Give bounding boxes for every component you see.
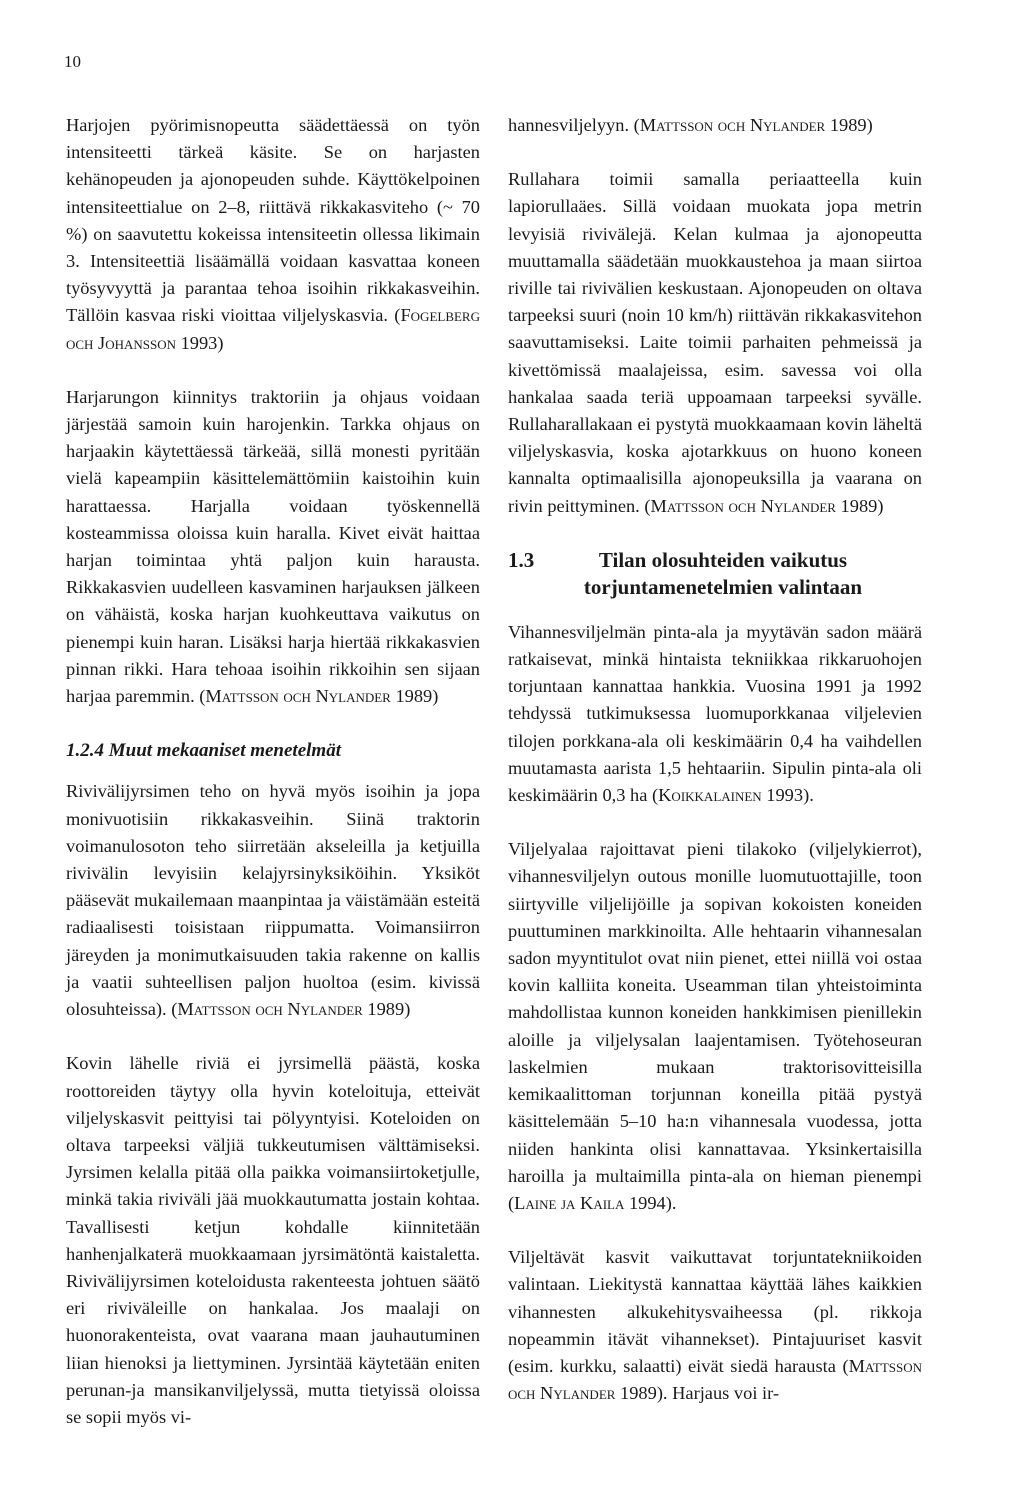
left-column [66, 112, 480, 1458]
right-column [508, 112, 922, 1434]
paragraph-rotary-tiller: Rivivälijyrsimen teho on hyvä myös isoihin ja jopa monivuotisiin rikkakasveihin. Siinä traktorin voimanulosoton teho siirretään akseleilla ja ketjuilla rivivälin levyisiin kelajyrsinyksiköihin. Yksiköt pääsevät mukailemaan maanpintaa ja väistämään esteitä radiaalisesti toisistaan riippumatta. Voimansiirron järeyden ja monimutkaisuuden takia rakenne on kallis ja vaatii suhteellisen paljon huoltoa (esim. kivissä olosuhteissa). (Mattsson och Nylander 1989) [66, 781, 480, 1020]
citation: Mattsson och Nylander 1989 [177, 999, 405, 1020]
citation: Laine ja Kaila 1994 [514, 1192, 666, 1213]
paragraph-brush-intensity: Harjojen pyörimisnopeutta säädettäessä on työn intensiteetti tärkeä käsite. Se on harjasten kehänopeuden ja ajonopeuden suhde. Käyttökelpoinen intensiteettialue on 2–8, riittävä rikkakasviteho (~ 70 %) on saavutettu kokeissa intensiteetin ollessa likimain 3. Intensiteettiä lisäämällä voidaan kasvattaa koneen työsyvyyttä ja parantaa tehoa isoihin rikkakasveihin. Tällöin kasvaa riski vioittaa viljelyskasvia. (Fogelberg och Johansson 1993) [66, 115, 480, 353]
paragraph-farm-area: Vihannesviljelmän pinta-ala ja myytävän sadon määrä ratkaisevat, minkä hintaista tekniikkaa rikkaruohojen torjuntaan kannattaa hankkia. Vuosina 1991 ja 1992 tehdyssä tutkimuksessa luomuporkkanaa viljelevien tilojen porkkana-ala oli keskimäärin 0,4 ha vaihdellen muutamasta aarista 1,5 hehtaariin. Sipulin pinta-ala oli keskimäärin 0,3 ha (Koikkalainen 1993). [508, 621, 922, 806]
section-heading [508, 547, 922, 601]
citation: Mattsson och Nylander 1989 [650, 495, 878, 516]
section-number: 1.3 [508, 547, 535, 572]
paragraph-continuation: hannesviljelyyn. (Mattsson och Nylander 1989) [508, 115, 873, 135]
paragraph-roller-harrow: Rullahara toimii samalla periaatteella kuin lapiorullaäes. Sillä voidaan muokata jopa metrin levyisiä rivivälejä. Kelan kulmaa ja ajonopeutta muuttamalla säädetään muokkaustehoa ja maan siirtoa riville tai rivivälien keskustaan. Ajonopeuden on oltava tarpeeksi suuri (noin 10 km/h) riittävän rikkakasvitehon saavuttamiseksi. Laite toimii parhaiten pehmeissä ja kivettömissä maalajeissa, esim. savessa voi olla hankalaa saada teriä uppoamaan tarpeeksi syvälle. Rullaharallakaan ei pystytä muokkaamaan kovin läheltä viljelyskasvia, koska ajotarkkuus on huono koneen kannalta optimaalisilla ajonopeuksilla ja vaarana on rivin peittyminen. (Mattsson och Nylander 1989) [508, 169, 922, 516]
citation: Mattsson och Nylander 1989 [508, 1355, 922, 1404]
citation: Mattsson och Nylander 1989 [639, 115, 867, 135]
section-title: Tilan olosuhteiden vaikutus torjuntamenetelmien valintaan [583, 547, 863, 599]
citation: Mattsson och Nylander 1989 [205, 686, 433, 707]
paragraph-crop-choice: Viljeltävät kasvit vaikuttavat torjuntatekniikoiden valintaan. Liekitystä kannattaa käyttää lähes kaikkien vihannesten alkukehitysvaiheessa (pl. rikkoja nopeammin itävät vihannekset). Pintajuuriset kasvit (esim. kurkku, salaatti) eivät siedä harausta (Mattsson och Nylander 1989). Harjaus voi ir- [508, 1247, 922, 1404]
page-number: 10 [64, 52, 81, 71]
citation: Fogelberg och Johansson 1993 [66, 305, 480, 353]
paragraph-tiller-limits: Kovin lähelle riviä ei jyrsimellä päästä, koska roottoreiden täytyy olla hyvin koteloituja, etteivät viljelyskasvit peittyisi tai pölyyntyisi. Koteloiden on oltava tarpeeksi väljiä tukkeutumisen välttämiseksi. Jyrsimen kelalla pitää olla paikka voimansiirtoketjulle, minkä takia riviväli jää muokkautumatta jostain kohtaa. Tavallisesti ketjun kohdalle kiinnitetään hanhenjalkaterä muokkaamaan jyrsimätöntä kaistaletta. Rivivälijyrsimen koteloidusta rakenteesta johtuen säätö eri riviväleille on hankalaa. Jos maalaji on huonorakenteista, ovat vaarana maan jauhautuminen liian hienoksi ja liettyminen. Jyrsintää käytetään eniten perunan-ja mansikanviljelyssä, mutta tietyissä oloissa se sopii myös vi- [66, 1053, 480, 1427]
citation: Koikkalainen 1993 [658, 785, 804, 806]
subsection-heading: 1.2.4 Muut mekaaniset menetelmät [66, 740, 341, 762]
paragraph-cultivation-limits: Viljelyalaa rajoittavat pieni tilakoko (viljelykierrot), vihannesviljelyn outous monille luomutuottajille, toon siirtyville viljelijöille ja sopivan kokoisten koneiden puuttuminen markkinoilta. Alle hehtaarin vihannesalan sadon myyntitulot ovat niin pienet, ettei niillä voi ostaa kovin kalliita koneita. Useamman tilan yhteistoiminta mahdollistaa kunnon koneiden hankkimisen pienillekin aloille ja viljelysalan laajentamisen. Työtehoseuran laskelmien mukaan traktorisovitteisilla kemikaalittoman torjunnan koneilla pitää pystyä käsittelemään 5–10 ha:n vihannesala vuodessa, jotta niiden hankinta olisi kannattavaa. Yksinkertaisilla haroilla ja multaimilla pinta-ala on hieman pienempi (Laine ja Kaila 1994). [508, 839, 922, 1213]
paragraph-brush-mounting: Harjarungon kiinnitys traktoriin ja ohjaus voidaan järjestää samoin kuin harojenkin. Tarkka ohjaus on harjaakin käytettäessä tärkeää, sillä monesti pyritään vielä kapeampiin käsittelemättömiin kaistoihin kuin harattaessa. Harjalla voidaan työskennellä kosteammissa oloissa kuin haralla. Kivet eivät haittaa harjan toimintaa yhtä paljon kuin harausta. Rikkakasvien uudelleen kasvaminen harjauksen jälkeen on vähäistä, koska harjan kuohkeuttava vaikutus on pienempi kuin haran. Lisäksi harja hiertää rikkakasvien pinnan rikki. Hara tehoaa isoihin rikkoihin sen sijaan harjaa paremmin. (Mattsson och Nylander 1989) [66, 386, 480, 707]
